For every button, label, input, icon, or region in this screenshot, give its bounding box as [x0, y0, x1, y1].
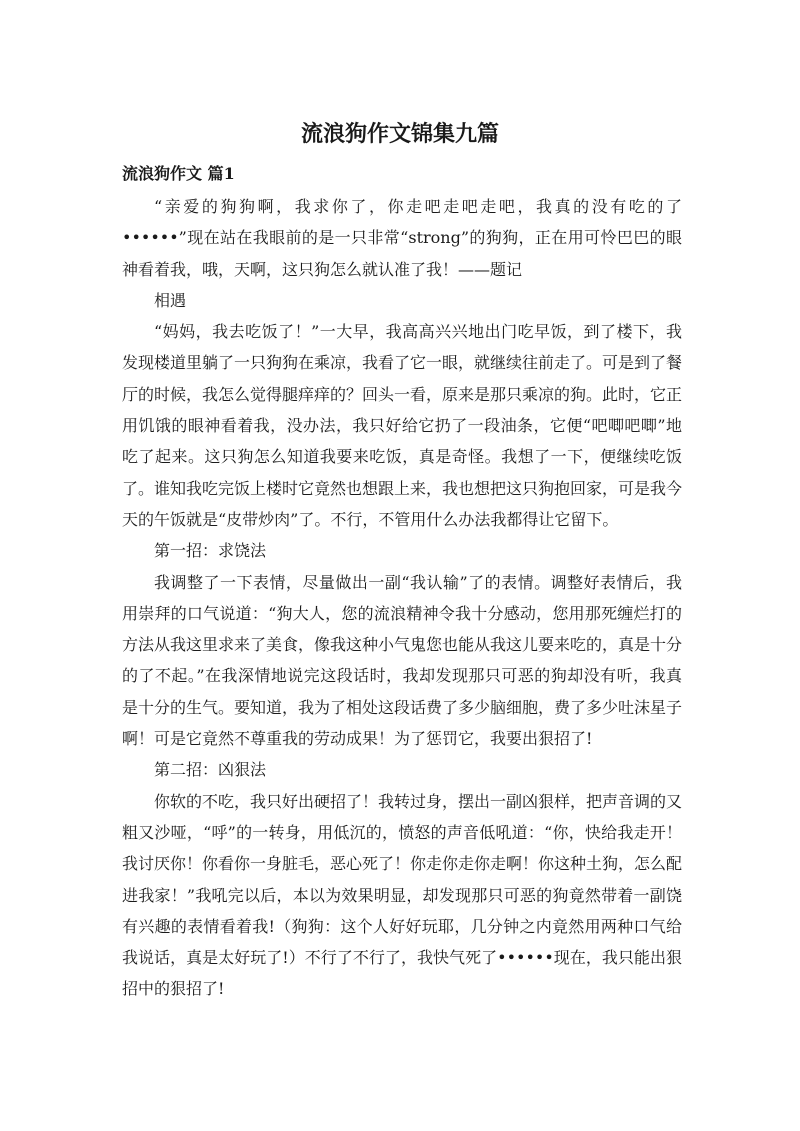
document-title: 流浪狗作文锦集九篇 [300, 122, 499, 147]
paragraph-encounter: “妈妈，我去吃饭了！”一大早，我高高兴兴地出门吃早饭，到了楼下，我发现楼道里躺了一只狗狗在乘凉，我看了它一眼，就继续往前走了。可是到了餐厅的时候，我怎么觉得腿痒痒的？回头一看，原来是那只乘凉的狗。此时，它正用饥饿的眼神看着我，没办法，我只好给它扔了一段油条，它便“吧唧吧唧”地吃了起来。这只狗怎么知道我要来吃饭，真是奇怪。我想了一下，便继续吃饭了。谁知我吃完饭上楼时它竟然也想跟上来，我也想把这只狗抱回家，可是我今天的午饭就是“皮带炒肉”了。不行，不管用什么办法我都得让它留下。 [122, 322, 683, 529]
document-body [122, 191, 682, 1005]
subheading-encounter: 相遇 [154, 290, 187, 310]
subheading-move-one: 第一招：求饶法 [154, 541, 267, 561]
section-heading: 流浪狗作文 篇1 [122, 164, 235, 183]
paragraph-intro: “亲爱的狗狗啊，我求你了，你走吧走吧走吧，我真的没有吃的了••••••”现在站在我眼前的是一只非常“strong”的狗狗，正在用可怜巴巴的眼神看着我，哦，天啊，这只狗怎么就认准了我！——题记 [122, 197, 682, 279]
paragraph-move-two: 你软的不吃，我只好出硬招了！我转过身，摆出一副凶狠样，把声音调的又粗又沙哑，“呼”的一转身，用低沉的，愤怒的声音低吼道：“你，快给我走开！我讨厌你！你看你一身脏毛，恶心死了！你走你走你走啊！你这种土狗，怎么配进我家！”我吼完以后，本以为效果明显，却发现那只可恶的狗竟然带着一副饶有兴趣的表情看着我!（狗狗：这个人好好玩耶，几分钟之内竟然用两种口气给我说话，真是太好玩了!）不行了不行了，我快气死了••••••现在，我只能出狠招中的狠招了! [122, 791, 683, 999]
paragraph-move-one: 我调整了一下表情，尽量做出一副“我认输”了的表情。调整好表情后，我用崇拜的口气说道：“狗大人，您的流浪精神令我十分感动，您用那死缠烂打的方法从我这里求来了美食，像我这种小气鬼您也能从我这儿要来吃的，真是十分的了不起。”在我深情地说完这段话时，我却发现那只可恶的狗却没有听，我真是十分的生气。要知道，我为了相处这段话费了多少脑细胞，费了多少吐沫星子啊！可是它竟然不尊重我的劳动成果！为了惩罚它，我要出狠招了! [122, 572, 683, 749]
subheading-move-two: 第二招：凶狠法 [154, 760, 267, 780]
